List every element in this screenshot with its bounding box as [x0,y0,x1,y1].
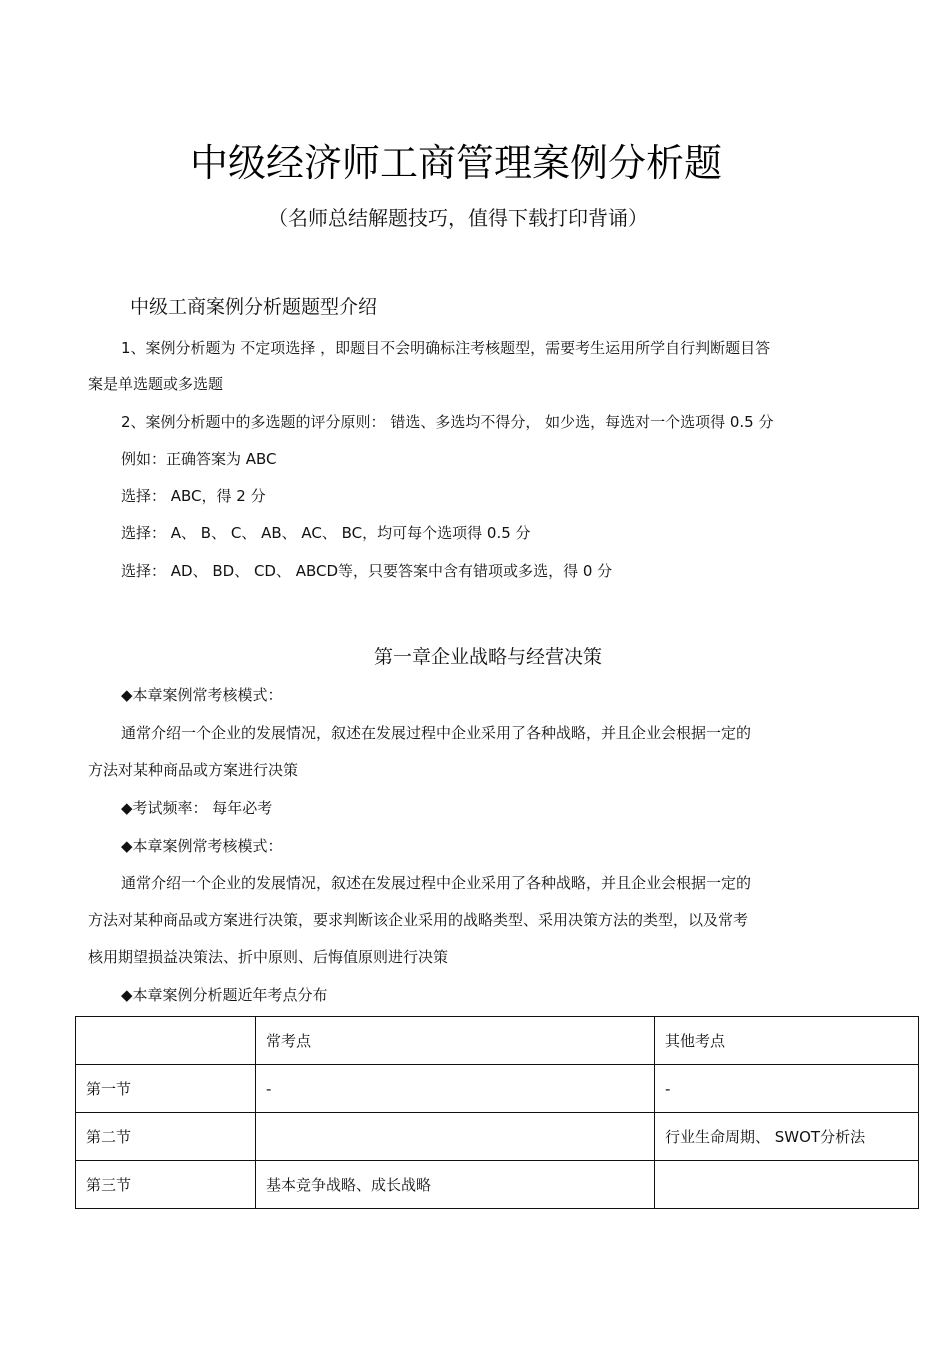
choice-line-1: 选择： ABC，得 2 分 [121,487,266,505]
paragraph-1-line1: 通常介绍一个企业的发展情况，叙述在发展过程中企业采用了各种战略，并且企业会根据一定的 [121,724,752,742]
table-header-cell: 其他考点 [655,1017,919,1065]
rule1-line2: 案是单选题或多选题 [88,375,224,393]
table-cell: - [655,1065,919,1113]
choice-line-2: 选择： A、 B、 C、 AB、 AC、 BC，均可每个选项得 0.5 分 [121,524,531,542]
paragraph-2-line2: 方法对某种商品或方案进行决策，要求判断该企业采用的战略类型、采用决策方法的类型，以及常考 [88,911,749,929]
table-header-cell [76,1017,256,1065]
table-cell: 第三节 [76,1161,256,1209]
paragraph-1-line2: 方法对某种商品或方案进行决策 [88,761,299,779]
table-header-row [76,1017,919,1065]
table-header-cell: 常考点 [256,1017,655,1065]
table-row [76,1161,919,1209]
paragraph-2-line3: 核用期望损益决策法、折中原则、后悔值原则进行决策 [88,948,449,966]
exam-points-table [75,1016,919,1209]
table-cell: 第二节 [76,1113,256,1161]
bullet-exam-frequency: ◆考试频率： 每年必考 [121,799,273,817]
paragraph-2-line1: 通常介绍一个企业的发展情况，叙述在发展过程中企业采用了各种战略，并且企业会根据一定的 [121,874,752,892]
chapter-title: 第一章企业战略与经营决策 [373,646,602,668]
bullet-exam-mode-1: ◆本章案例常考核模式： [121,686,283,704]
rule2-text: 2、案例分析题中的多选题的评分原则： 错选、多选均不得分， 如少选，每选对一个选项得 0.5 分 [121,413,774,431]
table-cell [256,1113,655,1161]
table-cell: 行业生命周期、 SWOT分析法 [655,1113,919,1161]
table-cell: 第一节 [76,1065,256,1113]
table-cell [655,1161,919,1209]
rule1-line1: 1、案例分析题为 不定项选择 ，即题目不会明确标注考核题型，需要考生运用所学自行判断题目答 [121,339,771,357]
bullet-exam-mode-2: ◆本章案例常考核模式： [121,837,283,855]
document-subtitle: （名师总结解题技巧，值得下载打印背诵） [268,206,648,230]
table-cell: - [256,1065,655,1113]
table-cell: 基本竞争战略、成长战略 [256,1161,655,1209]
document-title: 中级经济师工商管理案例分析题 [189,141,722,185]
table-row [76,1113,919,1161]
table-row [76,1065,919,1113]
example-text: 例如：正确答案为 ABC [121,450,277,468]
choice-line-3: 选择： AD、 BD、 CD、 ABCD等，只要答案中含有错项或多选，得 0 分 [121,562,613,580]
intro-heading: 中级工商案例分析题题型介绍 [130,296,378,318]
bullet-distribution: ◆本章案例分析题近年考点分布 [121,986,328,1004]
